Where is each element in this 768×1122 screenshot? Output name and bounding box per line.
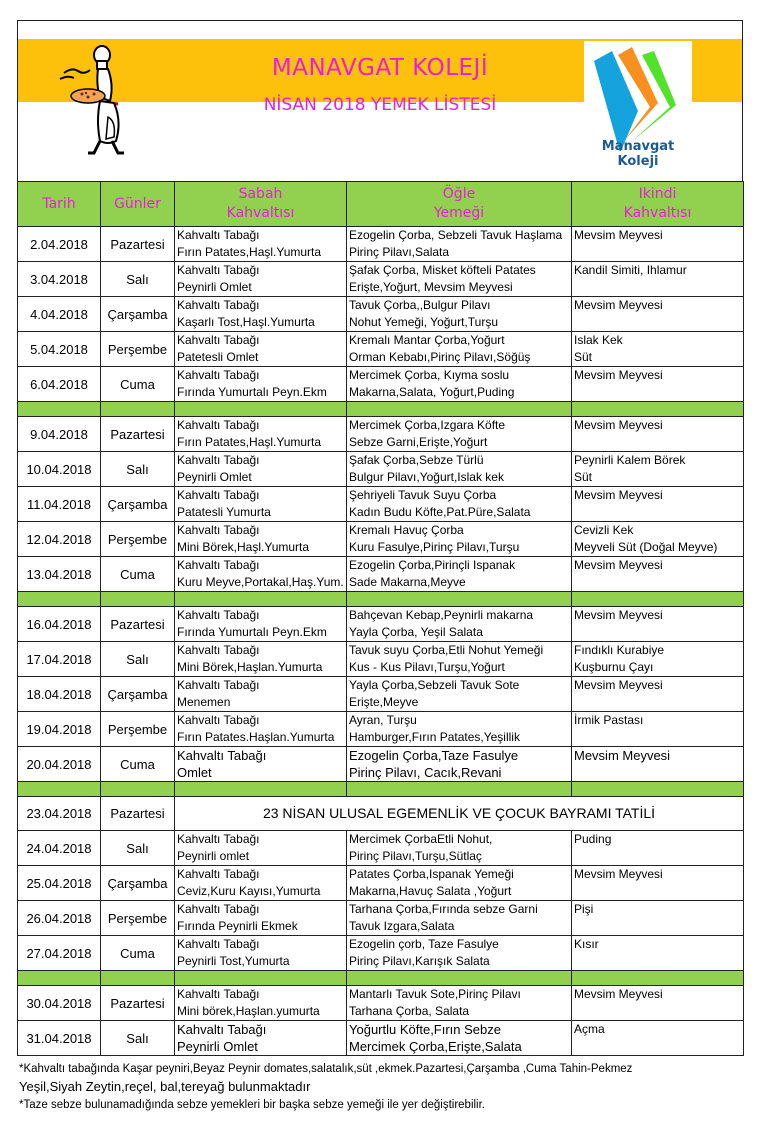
lunch-cell [347, 262, 572, 297]
date-cell: 30.04.2018 [18, 986, 101, 1021]
separator-cell [101, 592, 175, 607]
holiday-row [18, 797, 744, 831]
separator-cell [175, 782, 347, 797]
snack-cell [572, 452, 744, 487]
snack-cell [572, 831, 744, 866]
lunch-line: Makarna,Salata, Yoğurt,Puding [349, 385, 515, 399]
snack-cell [572, 227, 744, 262]
separator-cell [18, 592, 101, 607]
lunch-line: Mercimek Çorba, Kıyma soslu [349, 368, 510, 382]
day-cell: Perşembe [101, 712, 175, 747]
lunch-line: Ezogelin Çorba, Sebzeli Tavuk Haşlama [349, 228, 563, 242]
breakfast-cell [175, 677, 347, 712]
lunch-cell [347, 677, 572, 712]
note-breakfast-contents-cont: Yeşil,Siyah Zeytin,reçel, bal,tereyağ bulunmaktadır [19, 1079, 311, 1094]
table-row [18, 417, 744, 452]
snack-line: Mevsim Meyvesi [574, 228, 663, 242]
snack-line: Meyveli Süt (Doğal Meyve) [574, 540, 718, 554]
breakfast-cell [175, 642, 347, 677]
snack-cell [572, 417, 744, 452]
logo-text: Manavgat Koleji [601, 139, 675, 169]
menu-title: NİSAN 2018 YEMEK LİSTESİ [263, 95, 497, 115]
snack-line: Açma [574, 1022, 605, 1036]
breakfast-line: Kahvaltı Tabağı [177, 643, 260, 657]
snack-line: Cevizli Kek [574, 523, 634, 537]
day-cell: Salı [101, 831, 175, 866]
lunch-line: Nohut Yemeği, Yoğurt,Turşu [349, 315, 498, 329]
snack-cell [572, 901, 744, 936]
col-snack-label-2: Kahvaltısı [623, 205, 692, 221]
breakfast-cell [175, 557, 347, 592]
breakfast-line: Patetesli Omlet [177, 350, 259, 364]
date-cell: 2.04.2018 [18, 227, 101, 262]
table-row [18, 866, 744, 901]
separator-cell [175, 592, 347, 607]
breakfast-line: Omlet [177, 765, 212, 780]
separator-cell [347, 971, 572, 986]
snack-cell [572, 557, 744, 592]
snack-line: Kandil Simiti, Ihlamur [574, 263, 687, 277]
day-cell: Çarşamba [101, 487, 175, 522]
lunch-line: Şafak Çorba,Sebze Türlü [349, 453, 484, 467]
lunch-line: Ezogelin Çorba,Pirinçli Ispanak [349, 558, 516, 572]
breakfast-line: Fırında Yumurtalı Peyn.Ekm [177, 625, 327, 639]
lunch-line: Tavuk Çorba,,Bulgur Pilavı [349, 298, 491, 312]
separator-cell [18, 782, 101, 797]
lunch-line: Erişte,Meyve [349, 695, 419, 709]
day-cell: Pazartesi [101, 986, 175, 1021]
snack-cell [572, 332, 744, 367]
breakfast-cell [175, 452, 347, 487]
snack-cell [572, 297, 744, 332]
breakfast-cell [175, 712, 347, 747]
separator-cell [101, 782, 175, 797]
lunch-line: Pirinç Pilavı,Salata [349, 245, 450, 259]
table-row [18, 677, 744, 712]
lunch-line: Pirinç Pilavı, Cacık,Revani [349, 765, 502, 780]
lunch-line: Patates Çorba,Ispanak Yemeği [349, 867, 514, 881]
snack-cell [572, 522, 744, 557]
separator-cell [18, 971, 101, 986]
menu-body [18, 227, 744, 1056]
table-row [18, 522, 744, 557]
lunch-line: Pirinç Pilavı,Turşu,Sütlaç [349, 849, 482, 863]
lunch-line: Şafak Çorba, Misket köfteli Patates [349, 263, 536, 277]
table-header-row [18, 182, 744, 227]
breakfast-line: Kahvaltı Tabağı [177, 1022, 267, 1037]
day-cell: Salı [101, 1021, 175, 1056]
date-cell: 17.04.2018 [18, 642, 101, 677]
date-cell: 10.04.2018 [18, 452, 101, 487]
breakfast-cell [175, 522, 347, 557]
lunch-line: Makarna,Havuç Salata ,Yoğurt [349, 884, 512, 898]
breakfast-line: Kahvaltı Tabağı [177, 987, 260, 1001]
breakfast-line: Mini Börek,Haşlan.Yumurta [177, 660, 323, 674]
lunch-line: Erişte,Yoğurt, Mevsim Meyvesi [349, 280, 513, 294]
lunch-line: Ezogelin çorb, Taze Fasulye [349, 937, 499, 951]
lunch-cell [347, 642, 572, 677]
breakfast-line: Kahvaltı Tabağı [177, 832, 260, 846]
breakfast-line: Kahvaltı Tabağı [177, 298, 260, 312]
day-cell: Perşembe [101, 332, 175, 367]
week-separator [18, 971, 744, 986]
col-header-lunch [347, 182, 572, 227]
date-cell: 18.04.2018 [18, 677, 101, 712]
lunch-cell [347, 522, 572, 557]
lunch-cell [347, 487, 572, 522]
separator-cell [572, 971, 744, 986]
col-header-breakfast [175, 182, 347, 227]
date-cell: 26.04.2018 [18, 901, 101, 936]
col-breakfast-label-1: Sabah [238, 186, 283, 202]
breakfast-line: Kahvaltı Tabağı [177, 368, 260, 382]
day-cell: Pazartesi [101, 797, 175, 831]
day-cell: Cuma [101, 747, 175, 782]
snack-cell [572, 747, 744, 782]
breakfast-line: Kahvaltı Tabağı [177, 678, 260, 692]
col-lunch-label-1: Öğle [442, 186, 476, 202]
date-cell: 23.04.2018 [18, 797, 101, 831]
lunch-line: Mercimek Çorba,Erişte,Salata [349, 1039, 522, 1054]
breakfast-line: Kahvaltı Tabağı [177, 713, 260, 727]
lunch-line: Kadın Budu Köfte,Pat.Püre,Salata [349, 505, 531, 519]
lunch-cell [347, 332, 572, 367]
day-cell: Perşembe [101, 901, 175, 936]
lunch-cell [347, 986, 572, 1021]
date-cell: 3.04.2018 [18, 262, 101, 297]
breakfast-cell [175, 901, 347, 936]
table-row [18, 262, 744, 297]
breakfast-line: Kahvaltı Tabağı [177, 608, 260, 622]
day-cell: Cuma [101, 936, 175, 971]
school-title: MANAVGAT KOLEJİ [271, 55, 489, 81]
day-cell: Çarşamba [101, 866, 175, 901]
lunch-line: Bulgur Pilavı,Yoğurt,Islak kek [349, 470, 504, 484]
breakfast-line: Kahvaltı Tabağı [177, 263, 260, 277]
chef-icon [46, 43, 126, 165]
lunch-line: Kuru Fasulye,Pirinç Pilavı,Turşu [349, 540, 520, 554]
lunch-line: Tarhana Çorba, Salata [349, 1004, 470, 1018]
table-row [18, 367, 744, 402]
header-banner [17, 20, 743, 182]
lunch-line: Yoğurtlu Köfte,Fırın Sebze [349, 1022, 502, 1037]
snack-line: Mevsim Meyvesi [574, 298, 663, 312]
lunch-cell [347, 831, 572, 866]
table-row [18, 487, 744, 522]
separator-cell [347, 402, 572, 417]
date-cell: 6.04.2018 [18, 367, 101, 402]
col-header-date [18, 182, 101, 227]
col-day-label: Günler [114, 195, 161, 212]
lunch-cell [347, 747, 572, 782]
breakfast-cell [175, 227, 347, 262]
date-cell: 5.04.2018 [18, 332, 101, 367]
lunch-cell [347, 712, 572, 747]
table-row [18, 986, 744, 1021]
breakfast-cell [175, 831, 347, 866]
col-breakfast-label-2: Kahvaltısı [226, 205, 295, 221]
separator-cell [347, 592, 572, 607]
table-row [18, 332, 744, 367]
lunch-line: Hamburger,Fırın Patates,Yeşillik [349, 730, 520, 744]
separator-cell [347, 782, 572, 797]
lunch-cell [347, 557, 572, 592]
snack-cell [572, 367, 744, 402]
snack-line: Mevsim Meyvesi [574, 867, 663, 881]
breakfast-line: Peynirli Omlet [177, 1039, 258, 1054]
breakfast-line: Peynirli Tost,Yumurta [177, 954, 290, 968]
snack-cell [572, 262, 744, 297]
snack-line: Mevsim Meyvesi [574, 748, 671, 763]
lunch-line: Şehriyeli Tavuk Suyu Çorba [349, 488, 497, 502]
snack-line: Islak Kek [574, 333, 623, 347]
snack-line: Süt [574, 350, 593, 364]
date-cell: 27.04.2018 [18, 936, 101, 971]
breakfast-line: Peynirli Omlet [177, 280, 252, 294]
date-cell: 12.04.2018 [18, 522, 101, 557]
snack-line: Kısır [574, 937, 599, 951]
breakfast-cell [175, 936, 347, 971]
table-row [18, 557, 744, 592]
breakfast-line: Kahvaltı Tabağı [177, 558, 260, 572]
footnotes [19, 1060, 632, 1114]
separator-cell [101, 971, 175, 986]
lunch-cell [347, 607, 572, 642]
note-breakfast-contents: *Kahvaltı tabağında Kaşar peyniri,Beyaz Peynir domates,salatalık,süt ,ekmek.Pazartesi,Çarşamba ,Cuma Tahin-Pekmez [19, 1063, 633, 1075]
separator-cell [572, 592, 744, 607]
breakfast-cell [175, 1021, 347, 1056]
table-row [18, 452, 744, 487]
day-cell: Çarşamba [101, 297, 175, 332]
snack-line: Mevsim Meyvesi [574, 368, 663, 382]
lunch-line: Ezogelin Çorba,Taze Fasulye [349, 748, 519, 763]
lunch-line: Kus - Kus Pilavı,Turşu,Yoğurt [349, 660, 505, 674]
date-cell: 20.04.2018 [18, 747, 101, 782]
day-cell: Pazartesi [101, 607, 175, 642]
table-row [18, 901, 744, 936]
snack-cell [572, 712, 744, 747]
note-vegetable-substitution: *Taze sebze bulunamadığında sebze yemekleri bir başka sebze yemeği ile yer değiştirebilir. [19, 1099, 485, 1111]
table-row [18, 297, 744, 332]
separator-cell [101, 402, 175, 417]
school-logo [584, 41, 692, 181]
lunch-cell [347, 936, 572, 971]
col-date-label: Tarih [42, 195, 76, 212]
week-separator [18, 592, 744, 607]
lunch-line: Tavuk Izgara,Salata [349, 919, 455, 933]
breakfast-line: Peynirli omlet [177, 849, 250, 863]
breakfast-cell [175, 607, 347, 642]
breakfast-line: Kahvaltı Tabağı [177, 867, 260, 881]
date-cell: 31.04.2018 [18, 1021, 101, 1056]
lunch-line: Tarhana Çorba,Fırında sebze Garni [349, 902, 538, 916]
snack-line: Puding [574, 832, 612, 846]
lunch-line: Bahçevan Kebap,Peynirli makarna [349, 608, 534, 622]
date-cell: 4.04.2018 [18, 297, 101, 332]
date-cell: 13.04.2018 [18, 557, 101, 592]
breakfast-line: Kaşarlı Tost,Haşl.Yumurta [177, 315, 315, 329]
separator-cell [18, 402, 101, 417]
snack-cell [572, 866, 744, 901]
breakfast-line: Fırında Yumurtalı Peyn.Ekm [177, 385, 327, 399]
day-cell: Perşembe [101, 522, 175, 557]
date-cell: 16.04.2018 [18, 607, 101, 642]
breakfast-cell [175, 262, 347, 297]
snack-cell [572, 1021, 744, 1056]
snack-cell [572, 986, 744, 1021]
col-lunch-label-2: Yemeği [433, 205, 485, 221]
breakfast-line: Kahvaltı Tabağı [177, 523, 260, 537]
lunch-line: Kremalı Havuç Çorba [349, 523, 464, 537]
breakfast-cell [175, 297, 347, 332]
separator-cell [572, 782, 744, 797]
week-separator [18, 782, 744, 797]
table-row [18, 831, 744, 866]
date-cell: 9.04.2018 [18, 417, 101, 452]
lunch-cell [347, 227, 572, 262]
lunch-line: Mantarlı Tavuk Sote,Pirinç Pilavı [349, 987, 521, 1001]
date-cell: 25.04.2018 [18, 866, 101, 901]
table-row [18, 712, 744, 747]
date-cell: 24.04.2018 [18, 831, 101, 866]
snack-cell [572, 607, 744, 642]
separator-cell [572, 402, 744, 417]
day-cell: Çarşamba [101, 677, 175, 712]
day-cell: Salı [101, 642, 175, 677]
lunch-line: Mercimek Çorba,Izgara Köfte [349, 418, 506, 432]
breakfast-line: Kahvaltı Tabağı [177, 748, 267, 763]
lunch-line: Yayla Çorba,Sebzeli Tavuk Sote [349, 678, 520, 692]
breakfast-line: Kahvaltı Tabağı [177, 937, 260, 951]
breakfast-line: Kahvaltı Tabağı [177, 488, 260, 502]
breakfast-line: Kahvaltı Tabağı [177, 902, 260, 916]
breakfast-line: Kahvaltı Tabağı [177, 333, 260, 347]
lunch-cell [347, 367, 572, 402]
table-row [18, 1021, 744, 1056]
breakfast-line: Menemen [177, 695, 231, 709]
week-separator [18, 402, 744, 417]
breakfast-line: Peynirli Omlet [177, 470, 252, 484]
snack-cell [572, 487, 744, 522]
lunch-line: Kremalı Mantar Çorba,Yoğurt [349, 333, 505, 347]
snack-cell [572, 677, 744, 712]
breakfast-line: Kahvaltı Tabağı [177, 453, 260, 467]
lunch-line: Mercimek ÇorbaEtli Nohut, [349, 832, 493, 846]
table-row [18, 747, 744, 782]
col-snack-label-1: Ikindi [638, 186, 677, 202]
table-row [18, 936, 744, 971]
breakfast-line: Ceviz,Kuru Kayısı,Yumurta [177, 884, 321, 898]
breakfast-line: Kuru Meyve,Portakal,Haş.Yum. [177, 575, 344, 589]
day-cell: Pazartesi [101, 227, 175, 262]
separator-cell [175, 402, 347, 417]
breakfast-cell [175, 332, 347, 367]
breakfast-line: Patatesli Yumurta [177, 505, 271, 519]
lunch-line: Tavuk suyu Çorba,Etli Nohut Yemeği [349, 643, 544, 657]
snack-line: Pişi [574, 902, 594, 916]
menu-table [17, 181, 744, 1056]
breakfast-line: Fırın Patates,Haşl.Yumurta [177, 245, 322, 259]
snack-cell [572, 936, 744, 971]
day-cell: Cuma [101, 367, 175, 402]
snack-line: Peynirli Kalem Börek [574, 453, 686, 467]
holiday-text: 23 NİSAN ULUSAL EGEMENLİK VE ÇOCUK BAYRAMI TATİLİ [175, 797, 744, 831]
breakfast-line: Fırın Patates,Haşl.Yumurta [177, 435, 322, 449]
lunch-line: Orman Kebabı,Pirinç Pilavı,Söğüş [349, 350, 531, 364]
lunch-cell [347, 1021, 572, 1056]
lunch-line: Sade Makarna,Meyve [349, 575, 466, 589]
lunch-cell [347, 901, 572, 936]
snack-line: Fındıklı Kurabiye [574, 643, 665, 657]
breakfast-cell [175, 986, 347, 1021]
day-cell: Cuma [101, 557, 175, 592]
snack-line: İrmik Pastası [574, 713, 644, 727]
breakfast-line: Kahvaltı Tabağı [177, 228, 260, 242]
breakfast-line: Mini börek,Haşlan.yumurta [177, 1004, 320, 1018]
breakfast-line: Fırın Patates.Haşlan.Yumurta [177, 730, 335, 744]
lunch-cell [347, 417, 572, 452]
day-cell: Salı [101, 452, 175, 487]
lunch-cell [347, 297, 572, 332]
breakfast-cell [175, 367, 347, 402]
snack-line: Mevsim Meyvesi [574, 608, 663, 622]
col-header-day [101, 182, 175, 227]
day-cell: Pazartesi [101, 417, 175, 452]
lunch-line: Ayran, Turşu [349, 713, 417, 727]
snack-line: Mevsim Meyvesi [574, 987, 663, 1001]
day-cell: Salı [101, 262, 175, 297]
snack-line: Mevsim Meyvesi [574, 418, 663, 432]
col-header-snack [572, 182, 744, 227]
snack-line: Mevsim Meyvesi [574, 558, 663, 572]
table-row [18, 227, 744, 262]
snack-line: Mevsim Meyvesi [574, 678, 663, 692]
breakfast-cell [175, 747, 347, 782]
lunch-cell [347, 866, 572, 901]
breakfast-cell [175, 417, 347, 452]
date-cell: 19.04.2018 [18, 712, 101, 747]
breakfast-line: Mini Börek,Haşl.Yumurta [177, 540, 310, 554]
lunch-line: Pirinç Pilavı,Karışık Salata [349, 954, 490, 968]
lunch-line: Yayla Çorba, Yeşil Salata [349, 625, 483, 639]
breakfast-line: Fırında Peynirli Ekmek [177, 919, 298, 933]
table-row [18, 642, 744, 677]
breakfast-line: Kahvaltı Tabağı [177, 418, 260, 432]
snack-line: Kuşburnu Çayı [574, 660, 654, 674]
date-cell: 11.04.2018 [18, 487, 101, 522]
breakfast-cell [175, 487, 347, 522]
breakfast-cell [175, 866, 347, 901]
separator-cell [175, 971, 347, 986]
snack-line: Süt [574, 470, 593, 484]
snack-cell [572, 642, 744, 677]
book-logo-icon [584, 41, 692, 151]
table-row [18, 607, 744, 642]
snack-line: Mevsim Meyvesi [574, 488, 663, 502]
lunch-line: Sebze Garni,Erişte,Yoğurt [349, 435, 488, 449]
lunch-cell [347, 452, 572, 487]
